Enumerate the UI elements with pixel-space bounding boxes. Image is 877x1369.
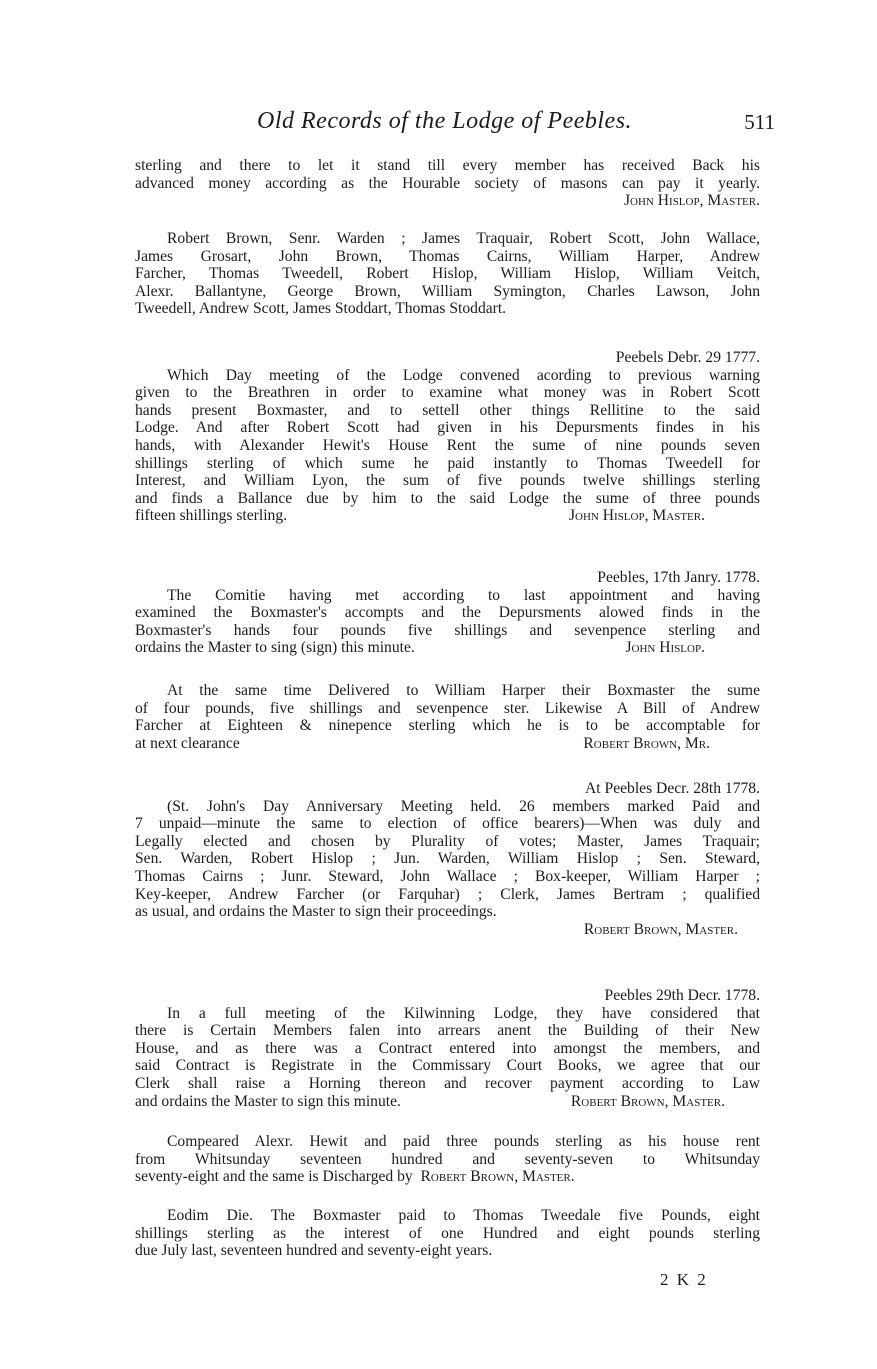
signature: John Hislop.: [625, 639, 705, 657]
text-line: said Contract is Registrate in the Commissary Court Books, we agree that our: [135, 1057, 760, 1075]
text-fragment: ordains the Master to sing (sign) this minute.: [135, 639, 415, 657]
entry-date: Peebels Debr. 29 1777.: [615, 349, 760, 366]
entry-1777-12-29: [135, 349, 760, 525]
entry-date: At Peebles Decr. 28th 1778.: [585, 780, 760, 797]
text-fragment: fifteen shillings sterling.: [135, 507, 288, 525]
text-line: examined the Boxmaster's accompts and the Depursments alowed finds in the: [135, 604, 760, 622]
text-line: Farcher, Thomas Tweedell, Robert Hislop, William Hislop, William Veitch,: [135, 265, 760, 283]
text-fragment: and ordains the Master to sign this minute.: [135, 1092, 401, 1110]
text-line: as usual, and ordains the Master to sign their proceedings.: [135, 903, 497, 921]
text-line: The Comitie having met according to last appointment and having: [167, 586, 760, 604]
text-fragment: seventy-eight and the same is Discharged by: [135, 1168, 413, 1186]
text-line-with-signature: [135, 1168, 760, 1186]
text-line: Interest, and William Lyon, the sum of five pounds twelve shillings sterling: [135, 472, 760, 490]
text-line: (St. John's Day Anniversary Meeting held. 26 members marked Paid and: [167, 797, 760, 815]
text-line: hands present Boxmaster, and to settell other things Rellitine to the said: [135, 401, 760, 419]
text-line-with-signature: [135, 1093, 760, 1111]
paragraph-interest: [135, 1207, 760, 1260]
text-line: given to the Breathren in order to examine what money was in Robert Scott: [135, 384, 760, 402]
text-line: James Grosart, John Brown, Thomas Cairns, William Harper, Andrew: [135, 247, 760, 265]
page-header: [135, 108, 775, 138]
paragraph-house-rent: [135, 1133, 760, 1186]
page-number: 511: [744, 110, 775, 134]
text-line: due July last, seventeen hundred and seventy-eight years.: [135, 1242, 493, 1260]
signature: Robert Brown, Mr.: [583, 734, 710, 752]
entry-1778-12-28: [135, 780, 760, 938]
entry-date: Peebles 29th Decr. 1778.: [604, 987, 760, 1004]
text-line: Alexr. Ballantyne, George Brown, William Symington, Charles Lawson, John: [135, 282, 760, 300]
running-title: Old Records of the Lodge of Peebles.: [257, 108, 633, 134]
text-line: House, and as there was a Contract entered into amongst the members, and: [135, 1039, 760, 1057]
signature: John Hislop, Master.: [623, 192, 760, 210]
text-line: Sen. Warden, Robert Hislop ; Jun. Warden, William Hislop ; Sen. Steward,: [135, 850, 760, 868]
text-line: Lodge. And after Robert Scott had given in his Depursments findes in his: [135, 419, 760, 437]
paragraph-members-list: [135, 230, 760, 318]
text-line: hands, with Alexander Hewit's House Rent the sume of nine pounds seven: [135, 436, 760, 454]
signature: Robert Brown, Master.: [583, 920, 738, 938]
text-line-with-signature: [135, 639, 760, 657]
text-line: At the same time Delivered to William Harper their Boxmaster the sume: [167, 682, 760, 699]
text-line: Farcher at Eighteen & ninepence sterling which he is to be accomptable for: [135, 717, 760, 735]
text-line: shillings sterling of which sume he paid instantly to Thomas Tweedell for: [135, 454, 760, 472]
text-line: and finds a Ballance due by him to the said Lodge the sume of three pounds: [135, 489, 760, 507]
text-line: Which Day meeting of the Lodge convened acording to previous warning: [167, 366, 760, 384]
text-line: sterling and there to let it stand till every member has received Back his: [135, 157, 760, 174]
text-line: advanced money according as the Hourable society of masons can pay it yearly.: [135, 174, 760, 192]
text-line-with-signature: [135, 507, 760, 525]
text-line: shillings sterling as the interest of one Hundred and eight pounds sterling: [135, 1224, 760, 1242]
text-fragment: at next clearance: [135, 734, 240, 752]
signature: Robert Brown, Master.: [570, 1092, 725, 1110]
text-line: In a full meeting of the Kilwinning Lodge, they have considered that: [167, 1004, 760, 1022]
signature-mark: 2 K 2: [660, 1270, 708, 1289]
paragraph-continuation: [135, 157, 760, 210]
entry-1778-12-29: [135, 987, 760, 1110]
text-line: Clerk shall raise a Horning thereon and recover payment according to Law: [135, 1074, 760, 1092]
text-line: from Whitsunday seventeen hundred and seventy-seven to Whitsunday: [135, 1150, 760, 1168]
text-line: Key-keeper, Andrew Farcher (or Farquhar) ; Clerk, James Bertram ; qualified: [135, 885, 760, 903]
entry-date: Peebles, 17th Janry. 1778.: [597, 569, 760, 586]
signature: John Hislop, Master.: [568, 507, 705, 525]
paragraph-delivery: [135, 682, 760, 752]
text-line: Boxmaster's hands four pounds five shillings and sevenpence sterling and: [135, 621, 760, 639]
signature: Robert Brown, Master.: [420, 1168, 575, 1186]
text-line: there is Certain Members falen into arrears anent the Building of their New: [135, 1022, 760, 1040]
text-line: Eodim Die. The Boxmaster paid to Thomas Tweedale five Pounds, eight: [167, 1207, 760, 1224]
entry-1778-01-17: [135, 569, 760, 657]
text-line: of four pounds, five shillings and sevenpence ster. Likewise A Bill of Andrew: [135, 699, 760, 717]
text-line: Legally elected and chosen by Plurality of votes; Master, James Traquair;: [135, 832, 760, 850]
text-line: Compeared Alexr. Hewit and paid three pounds sterling as his house rent: [167, 1133, 760, 1150]
text-line: Thomas Cairns ; Junr. Steward, John Wallace ; Box-keeper, William Harper ;: [135, 867, 760, 885]
text-line-with-signature: [135, 735, 760, 753]
text-line: Robert Brown, Senr. Warden ; James Traquair, Robert Scott, John Wallace,: [167, 230, 760, 247]
text-line: 7 unpaid—minute the same to election of office bearers)—When was duly and: [135, 815, 760, 833]
text-line: Tweedell, Andrew Scott, James Stoddart, Thomas Stoddart.: [135, 300, 507, 318]
